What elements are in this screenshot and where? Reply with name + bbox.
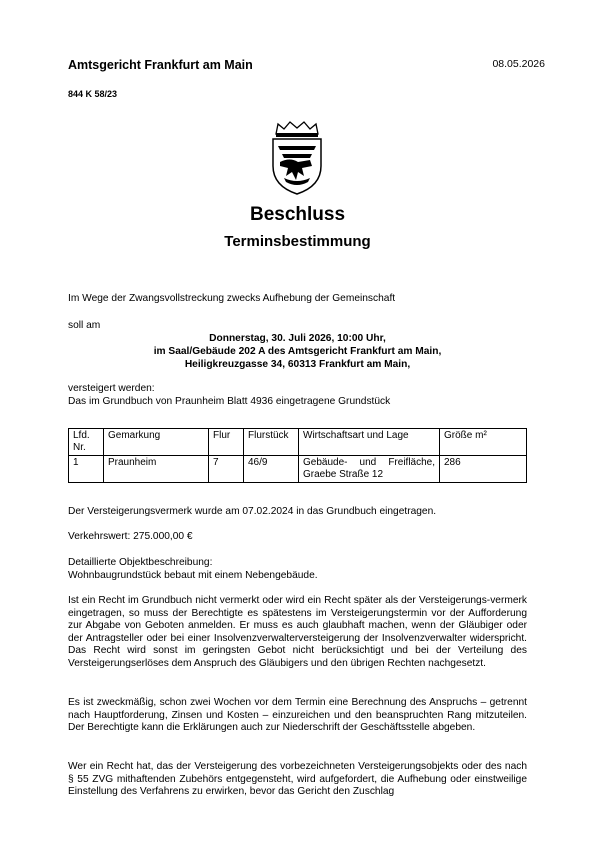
col-flurstueck: Flurstück [244, 429, 299, 456]
col-lfd-nr: Lfd. Nr. [69, 429, 104, 456]
intro-text: Im Wege der Zwangsvollstreckung zwecks Aufhebung der Gemeinschaft [68, 293, 396, 304]
versteigert-text: versteigert werden: [68, 383, 155, 394]
hesse-coat-of-arms-icon [268, 120, 326, 196]
vermerk-text: Der Versteigerungsvermerk wurde am 07.02.2024 in das Grundbuch eingetragen. [68, 506, 437, 517]
objekt-text: Wohnbaugrundstück bebaut mit einem Nebengebäude. [68, 570, 318, 581]
table-row [69, 456, 527, 483]
appointment-date: Donnerstag, 30. Juli 2026, 10:00 Uhr, [209, 333, 386, 344]
case-number: 844 K 58/23 [68, 89, 118, 99]
court-name: Amtsgericht Frankfurt am Main [68, 58, 253, 72]
paragraph-objection: Wer ein Recht hat, das der Versteigerung des vorbezeichneten Versteigerungsobjekts oder des nach § 55 ZVG mithaftenden Zubehörs entgegensteht, wird aufgefordert, die Aufhebung oder einstweilige Einstellung des Verfahrens zu erwirken, bevor das Gericht den Zuschlag [68, 761, 527, 798]
cell-flur: 7 [209, 456, 244, 483]
property-table [68, 428, 527, 483]
cell-flurstueck: 46/9 [244, 456, 299, 483]
col-wirtschaftsart: Wirtschaftsart und Lage [299, 429, 440, 456]
col-gemarkung: Gemarkung [104, 429, 209, 456]
cell-gemarkung: Praunheim [104, 456, 209, 483]
grundbuch-text: Das im Grundbuch von Praunheim Blatt 4936 eingetragene Grundstück [68, 396, 391, 407]
document-title: Beschluss [249, 204, 346, 225]
verkehrswert-text: Verkehrswert: 275.000,00 € [68, 531, 193, 542]
col-groesse: Größe m² [440, 429, 527, 456]
paragraph-rights: Ist ein Recht im Grundbuch nicht vermerkt oder wird ein Recht später als der Versteigerungs-vermerk eingetragen, so muss der Berechtigte es spätestens im Versteigerungstermin vor der Aufforderung zur Abgabe von Geboten anmelden. Er muss es auch glaubhaft machen, wenn der Gläubiger oder der Antragsteller oder bei einer Insolvenzverwalterversteigerung der Insolvenzverwalter widerspricht. Das Recht wird sonst im geringsten Gebot nicht berücksichtigt und bei der Verteilung des Versteigerungserlöses dem Anspruch des Gläubigers und den übrigen Rechten nachgesetzt. [68, 595, 527, 669]
cell-groesse: 286 [440, 456, 527, 483]
paragraph-calculation: Es ist zweckmäßig, schon zwei Wochen vor dem Termin eine Berechnung des Anspruchs – getrennt nach Hauptforderung, Zinsen und Kosten – einzureichen und den beanspruchten Rang mitzuteilen. Der Berechtigte kann die Erklärungen auch zur Niederschrift der Geschäftsstelle abgeben. [68, 697, 527, 734]
objekt-label: Detaillierte Objektbeschreibung: [68, 557, 213, 568]
appointment-room: im Saal/Gebäude 202 A des Amtsgericht Frankfurt am Main, [153, 346, 442, 357]
soll-am-text: soll am [68, 320, 101, 331]
appointment-address: Heiligkreuzgasse 34, 60313 Frankfurt am Main, [184, 359, 411, 370]
col-flur: Flur [209, 429, 244, 456]
document-date: 08.05.2026 [492, 58, 545, 70]
table-header-row [69, 429, 527, 456]
cell-lfd-nr: 1 [69, 456, 104, 483]
document-subtitle: Terminsbestimmung [224, 233, 371, 250]
cell-wirtschaftsart: Gebäude- und Freifläche, Graebe Straße 12 [299, 456, 440, 483]
